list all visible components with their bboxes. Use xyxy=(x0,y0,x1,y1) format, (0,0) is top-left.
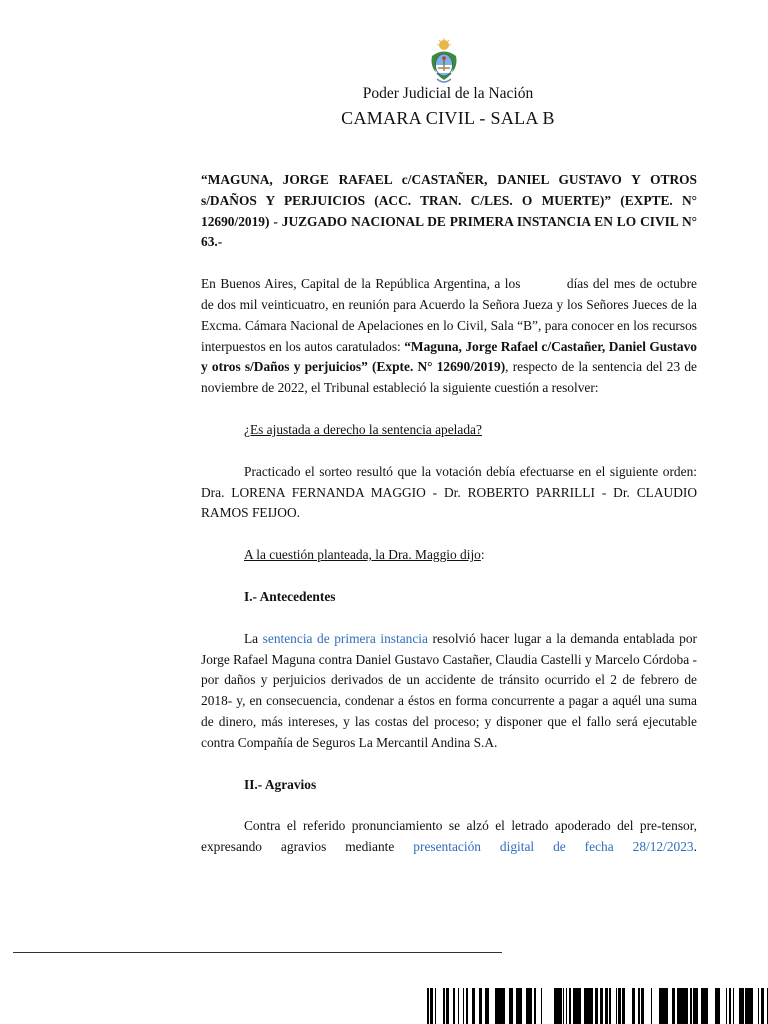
first-instance-judgment-link[interactable]: sentencia de primera instancia xyxy=(262,630,428,646)
question-text: ¿Es ajustada a derecho la sentencia apelada? xyxy=(244,421,482,437)
question-paragraph xyxy=(201,420,697,441)
antecedentes-text-2: resolvió hacer lugar a la demanda entablada por Jorge Rafael Maguna contra Daniel Gustavo Castañer, Claudia Castelli y Marcelo Córdoba -por daños y perjuicios derivados de un accidente de tránsito ocurrido el 2 de febrero de 2018- y, en consecuencia, condenar a éstos en forma concurrente a pagar a aquél una suma de dinero, más intereses, y las costas del proceso; y disponer que el fallo será ejecutable contra Compañía de Seguros La Mercantil Andina S.A. xyxy=(201,630,697,750)
intro-text-3: , respecto de la sentencia del 23 de noviembre de 2022, el Tribunal estableció la siguiente cuestión a resolver: xyxy=(201,359,697,396)
section-title-antecedentes: I.- Antecedentes xyxy=(244,588,336,604)
vote-intro-text: A la cuestión planteada, la Dra. Maggio dijo xyxy=(244,547,481,563)
footer-divider xyxy=(13,952,502,953)
intro-text-2: días del mes de octubre de dos mil veinticuatro, en reunión para Acuerdo la Señora Jueza y los Señores Jueces de la Excma. Cámara Nacional de Apelaciones en lo Civil, Sala “B”, para conocer en los recursos interpuestos en los autos caratulados: xyxy=(201,276,697,354)
barcode-image xyxy=(427,988,768,1024)
intro-paragraph xyxy=(201,274,697,399)
vote-intro-colon: : xyxy=(480,547,485,563)
case-caption: “MAGUNA, JORGE RAFAEL c/CASTAÑER, DANIEL GUSTAVO Y OTROS s/DAÑOS Y PERJUICIOS (ACC. TRAN. C/LES. O MUERTE)” (EXPTE. N° 12690/2019) - JUZGADO NACIONAL DE PRIMERA INSTANCIA EN LO CIVIL N° 63.- xyxy=(201,172,697,250)
intro-text-1: En Buenos Aires, Capital de la República Argentina, a los xyxy=(201,276,521,292)
section-title-agravios: II.- Agravios xyxy=(244,776,317,792)
coat-of-arms-icon xyxy=(428,38,460,86)
institution-name: Poder Judicial de la Nación xyxy=(362,85,534,102)
intro-case-title: “Maguna, Jorge Rafael c/Castañer, Daniel Gustavo y otros s/Daños y perjuicios” (Expte. N° 12690/2019) xyxy=(201,338,697,375)
document-body xyxy=(201,170,697,858)
agravios-paragraph xyxy=(201,816,697,858)
court-name: CAMARA CIVIL - SALA B xyxy=(341,108,555,128)
draw-paragraph: Practicado el sorteo resultó que la votación debía efectuarse en el siguiente orden: Dra. LORENA FERNANDA MAGGIO - Dr. ROBERTO PARRILLI - Dr. CLAUDIO RAMOS FEIJOO. xyxy=(201,463,697,521)
digital-filing-link[interactable]: presentación digital de fecha 28/12/2023 xyxy=(413,839,694,855)
antecedentes-text-1: La xyxy=(244,630,259,646)
vote-intro-paragraph xyxy=(201,545,697,566)
agravios-text-2: . xyxy=(693,839,697,855)
agravios-text-1: Contra el referido pronunciamiento se alzó el letrado apoderado del pre-tensor, expresando agravios mediante xyxy=(201,818,697,855)
antecedentes-paragraph xyxy=(201,629,697,754)
